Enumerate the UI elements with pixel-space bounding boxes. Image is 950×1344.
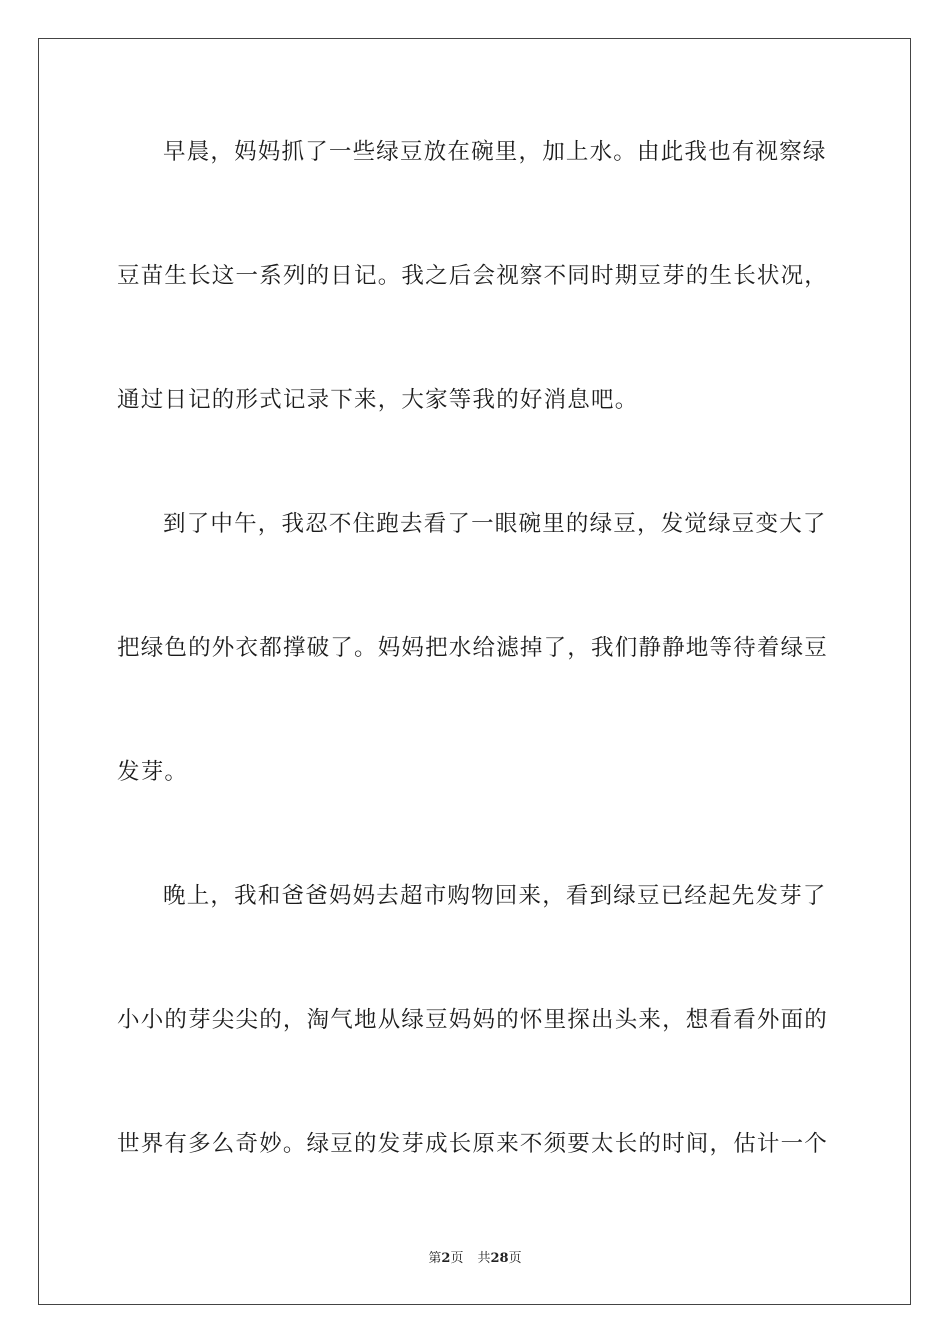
paragraph-1-line-2: 豆苗生长这一系列的日记。我之后会视察不同时期豆芽的生长状况， (117, 263, 829, 289)
page-suffix: 页 (450, 1251, 464, 1266)
paragraph-3-line-1: 晚上，我和爸爸妈妈去超市购物回来，看到绿豆已经起先发芽了 (163, 883, 827, 909)
paragraph-1-line-1: 早晨，妈妈抓了一些绿豆放在碗里，加上水。由此我也有视察绿 (163, 139, 827, 165)
paragraph-3-line-2: 小小的芽尖尖的，淘气地从绿豆妈妈的怀里探出头来，想看看外面的 (117, 1007, 829, 1033)
paragraph-2-line-3: 发芽。 (117, 759, 189, 785)
total-prefix: 共 (477, 1251, 491, 1266)
page-footer (0, 1247, 950, 1266)
page-border (38, 38, 911, 1305)
page-number: 2 (441, 1251, 451, 1266)
total-suffix: 页 (508, 1251, 522, 1266)
paragraph-3-line-3: 世界有多么奇妙。绿豆的发芽成长原来不须要太长的时间，估计一个 (117, 1131, 829, 1157)
paragraph-2-line-1: 到了中午，我忍不住跑去看了一眼碗里的绿豆，发觉绿豆变大了 (163, 511, 827, 537)
paragraph-2-line-2: 把绿色的外衣都撑破了。妈妈把水给滤掉了，我们静静地等待着绿豆 (117, 635, 829, 661)
paragraph-1-line-3: 通过日记的形式记录下来，大家等我的好消息吧。 (117, 387, 639, 413)
total-pages: 28 (490, 1251, 509, 1266)
page-prefix: 第 (428, 1251, 442, 1266)
